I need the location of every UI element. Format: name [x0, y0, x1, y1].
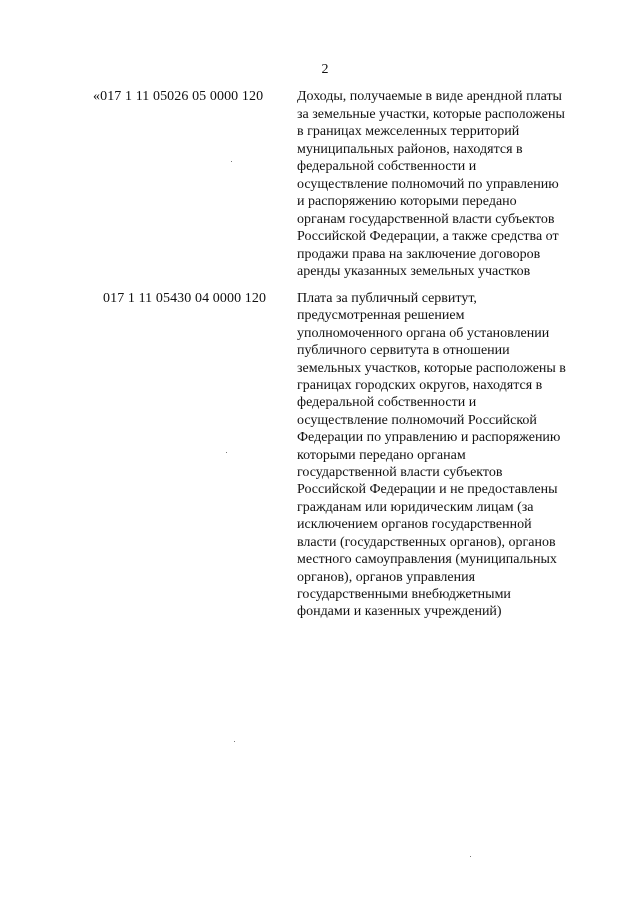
scan-speck	[231, 161, 232, 162]
budget-classification-code: 017 1 11 05430 04 0000 120	[103, 291, 267, 306]
revenue-description: Доходы, получаемые в виде арендной платы за земельные участки, которые расположены в границах межселенных территорий муниципальных районов, находятся в федеральной собственности и осуществление полномочий по управлению и распоряжению которыми передано органам государственной власти субъектов Российской Федерации, а также средства от продажи права на заключение договоров аренды указанных земельных участков	[297, 89, 565, 279]
scan-speck	[470, 856, 471, 857]
budget-classification-code: «017 1 11 05026 05 0000 120	[93, 89, 264, 104]
page-number: 2	[321, 62, 329, 77]
scan-speck	[234, 741, 235, 742]
revenue-description: Плата за публичный сервитут, предусмотренная решением уполномоченного органа об установлении публичного сервитута в отношении земельных участков, которые расположены в границах городских округов, находятся в федеральной собственности и осуществление полномочий Российской Федерации по управлению и распоряжению которыми передано органам государственной власти субъектов Российской Федерации и не предоставлены гражданам или юридическим лицам (за исключением органов государственной власти (государственных органов), органов местного самоуправления (муниципальных органов), органов управления государственными внебюджетными фондами и казенных учреждений)	[297, 291, 566, 620]
scan-speck	[226, 452, 227, 453]
